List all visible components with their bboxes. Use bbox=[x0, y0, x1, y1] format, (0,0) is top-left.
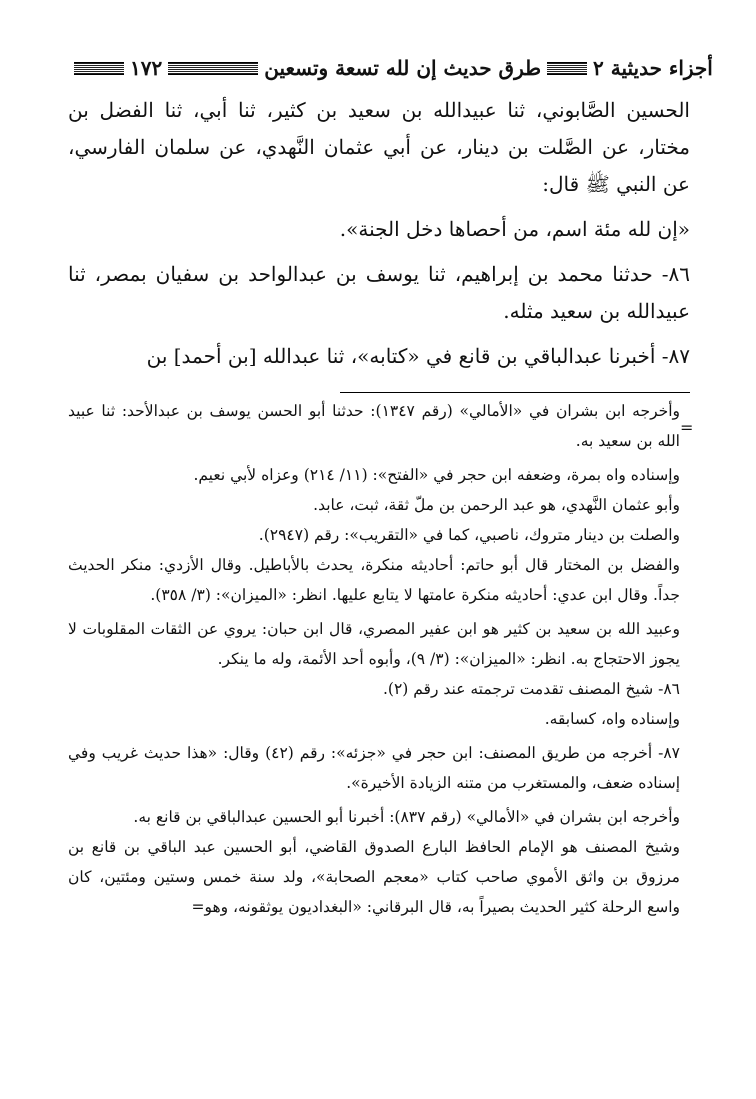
main-paragraph: ٨٦- حدثنا محمد بن إبراهيم، ثنا يوسف بن عبدالواحد بن سفيان بمصر، ثنا عبيدالله بن سعيد مثله. bbox=[68, 262, 690, 323]
footnote-paragraph: وعبيد الله بن سعيد بن كثير هو ابن عفير المصري، قال ابن حبان: يروي عن الثقات المقلوبات لا يجوز الاحتجاج به. انظر: «الميزان»: (٣/ ٩)، وأبوه أحد الأئمة، وله ما ينكر. bbox=[68, 620, 680, 668]
footnote-paragraph: ٨٧- أخرجه من طريق المصنف: ابن حجر في «جزئه»: رقم (٤٢) وقال: «هذا حديث غريب وفي إسناده ضعف، والمستغرب من متنه الزيادة الأخيرة». bbox=[68, 744, 680, 792]
continuation-mark: = bbox=[680, 418, 694, 437]
footnote-paragraph: ٨٦- شيخ المصنف تقدمت ترجمته عند رقم (٢). bbox=[382, 680, 680, 698]
header-ornament-rule bbox=[168, 62, 258, 75]
book-title: طرق حديث إن لله تسعة وتسعين bbox=[264, 56, 542, 80]
footnote-paragraph: والصلت بن دينار متروك، ناصبي، كما في «التقريب»: رقم (٢٩٤٧). bbox=[258, 526, 680, 544]
main-text bbox=[68, 92, 690, 375]
footnote-paragraph: وإسناده واه بمرة، وضعفه ابن حجر في «الفتح»: (١١/ ٢١٤) وعزاه لأبي نعيم. bbox=[193, 466, 680, 484]
footnote-paragraph: وأخرجه ابن بشران في «الأمالي» (رقم ١٣٤٧): حدثنا أبو الحسن يوسف بن عبدالأحد: ثنا عبيد الله بن سعيد به. bbox=[68, 402, 680, 450]
footnotes bbox=[68, 396, 680, 922]
series-title: أجزاء حديثية ٢ bbox=[593, 56, 713, 80]
running-header bbox=[68, 48, 713, 88]
footnote-paragraph: وإسناده واه، كسابقه. bbox=[544, 710, 680, 728]
main-paragraph: ٨٧- أخبرنا عبدالباقي بن قانع في «كتابه»، ثنا عبدالله [بن أحمد] بن bbox=[146, 344, 690, 368]
footnote-paragraph: وشيخ المصنف هو الإمام الحافظ البارع الصدوق القاضي، أبو الحسين عبد الباقي بن قانع بن مرزوق بن واثق الأموي صاحب كتاب «معجم الصحابة»، ولد سنة خمس وستين ومئتين، كان واسع الرحلة كثير الحديث بصيراً به، قال البرقاني: «البغداديون يوثقونه، وهو= bbox=[68, 838, 680, 916]
footnote-paragraph: وأبو عثمان النَّهدي، هو عبد الرحمن بن ملّ ثقة، ثبت، عابد. bbox=[313, 496, 680, 514]
footnote-paragraph: وأخرجه ابن بشران في «الأمالي» (رقم ٨٣٧): أخبرنا أبو الحسين عبدالباقي بن قانع به. bbox=[133, 808, 680, 826]
header-ornament-rule bbox=[547, 62, 587, 75]
footnote-divider bbox=[340, 392, 690, 393]
main-paragraph: الحسين الصَّابوني، ثنا عبيدالله بن سعيد بن كثير، ثنا أبي، ثنا الفضل بن مختار، عن الصَّلت بن دينار، عن أبي عثمان النَّهدي، عن سلمان الفارسي، عن النبي ﷺ قال: bbox=[68, 98, 690, 196]
hadith-text: «إن لله مئة اسم، من أحصاها دخل الجنة». bbox=[339, 217, 690, 241]
header-ornament-rule bbox=[74, 62, 124, 75]
page-number: ١٧٢ bbox=[130, 56, 163, 80]
footnote-paragraph: والفضل بن المختار قال أبو حاتم: أحاديثه منكرة، يحدث بالأباطيل. وقال الأزدي: منكر الحديث جداً. وقال ابن عدي: أحاديثه منكرة عامتها لا يتابع عليها. انظر: «الميزان»: (٣/ ٣٥٨). bbox=[68, 556, 680, 604]
